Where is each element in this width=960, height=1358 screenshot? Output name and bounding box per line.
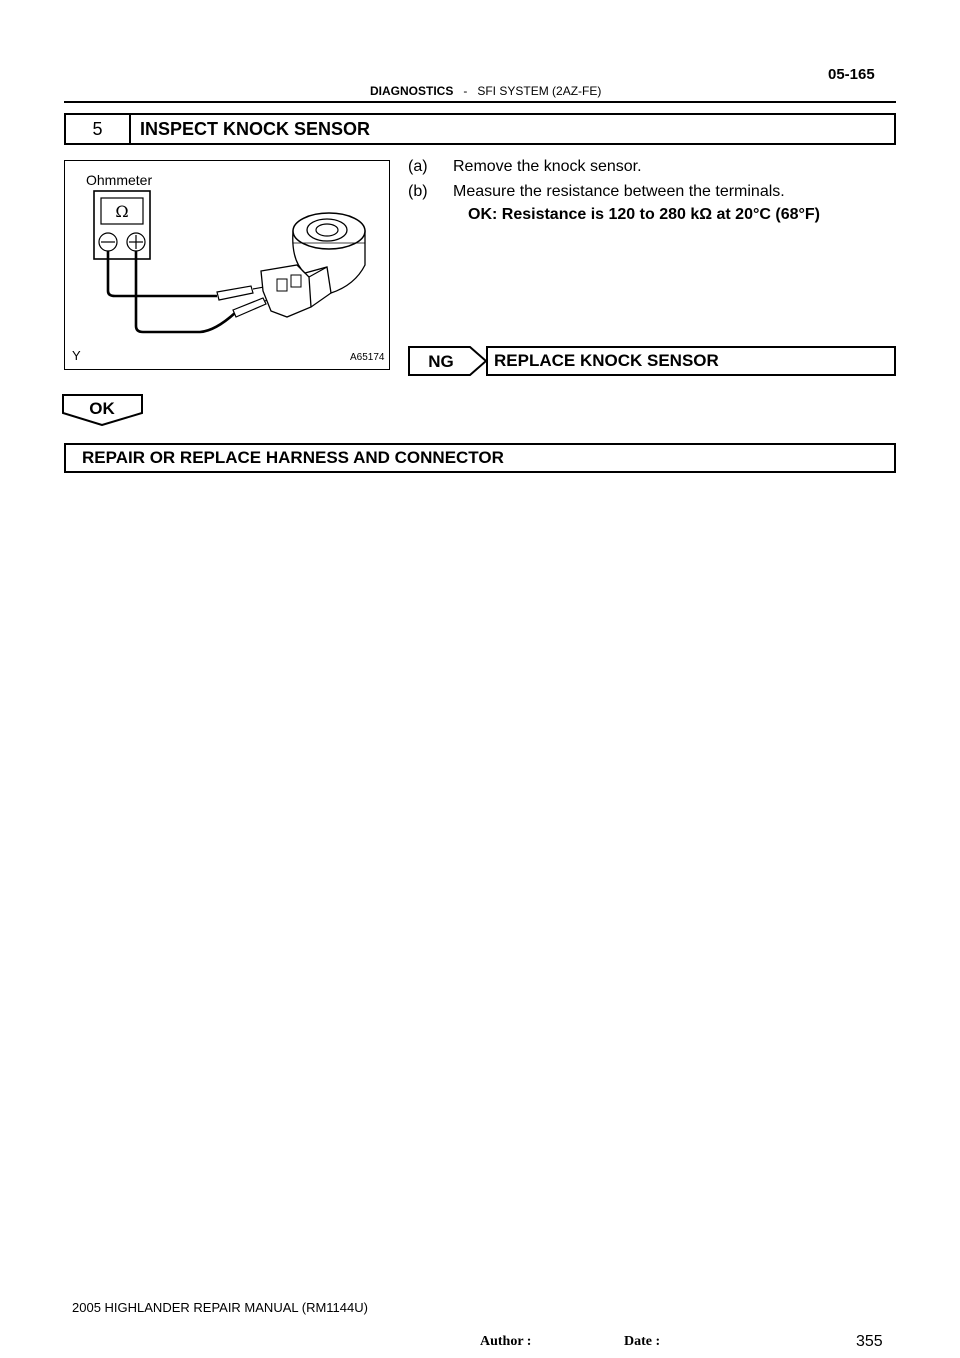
step-title: INSPECT KNOCK SENSOR <box>140 119 371 139</box>
ng-arrow-tag <box>408 346 488 376</box>
ng-action-text: REPLACE KNOCK SENSOR <box>494 351 719 370</box>
ohmmeter-diagram <box>65 161 389 369</box>
header-section: DIAGNOSTICS <box>370 84 454 98</box>
header-system: SFI SYSTEM (2AZ-FE) <box>477 84 602 98</box>
step-number: 5 <box>66 115 131 143</box>
instruction-b-text: Measure the resistance between the terminals. <box>453 183 785 200</box>
final-action-box <box>64 443 896 473</box>
header-rule <box>64 101 896 103</box>
instruction-a-text: Remove the knock sensor. <box>453 158 642 175</box>
final-action-text: REPAIR OR REPLACE HARNESS AND CONNECTOR <box>82 448 504 467</box>
footer-manual: 2005 HIGHLANDER REPAIR MANUAL (RM1144U) <box>72 1300 368 1315</box>
footer-page-number: 355 <box>856 1333 883 1350</box>
omega-icon: Ω <box>115 202 129 221</box>
instruction-b-tag: (b) <box>408 183 428 200</box>
footer-author-label: Author : <box>480 1334 532 1349</box>
header-dash: - <box>463 84 468 98</box>
ng-action-box <box>486 346 896 376</box>
page-number: 05-165 <box>828 66 875 83</box>
ohmmeter-label: Ohmmeter <box>86 172 153 188</box>
figure-corner-mark: Y <box>72 348 81 363</box>
running-header <box>370 84 601 98</box>
probe-two <box>233 298 266 317</box>
step-header-box <box>64 113 896 145</box>
ng-label: NG <box>428 352 454 371</box>
footer-date-label: Date : <box>624 1334 661 1349</box>
ok-label: OK <box>89 399 115 418</box>
ok-arrow-tag <box>62 394 144 426</box>
ok-spec: OK: Resistance is 120 to 280 kΩ at 20°C (68°F) <box>468 206 820 223</box>
probe-one <box>217 286 253 300</box>
figure-code: A65174 <box>350 352 385 363</box>
knock-sensor-illustration <box>64 160 390 370</box>
instruction-a-tag: (a) <box>408 158 428 175</box>
